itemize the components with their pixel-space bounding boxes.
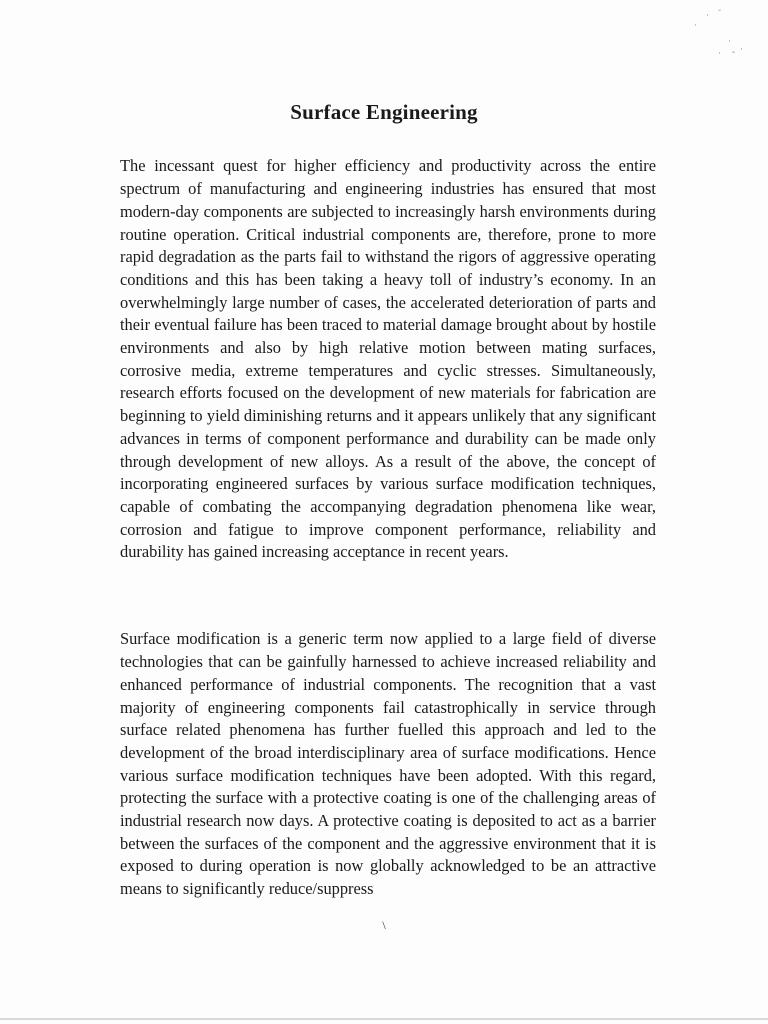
paragraph-2: Surface modification is a generic term now applied to a large field of diverse technologies that can be gainfully harnessed to achieve increased reliability and enhanced performance of industrial components. The recognition that a vast majority of engineering components fail catastrophically in service through surface related phenomena has further fuelled this approach and led to the development of the broad interdisciplinary area of surface modifications. Hence various surface modification techniques have been adopted. With this regard, protecting the surface with a protective coating is one of the challenging areas of industrial research now days. A protective coating is deposited to act as a barrier between the surfaces of the component and the aggressive environment that it is exposed to during operation is now globally acknowledged to be an attractive means to significantly reduce/suppress	[120, 629, 656, 899]
page-bottom-edge	[0, 1018, 768, 1020]
page-mark: \	[382, 918, 386, 932]
page-title: Surface Engineering	[290, 100, 478, 125]
paragraph-1: The incessant quest for higher efficiency and productivity across the entire spectrum of manufacturing and engineering industries has ensured that most modern-day components are subjected to increasingly harsh environments during routine operation. Critical industrial components are, therefore, prone to more rapid degradation as the parts fail to withstand the rigors of aggressive operating conditions and this has been taking a heavy toll of industry’s economy. In an overwhelmingly large number of cases, the accelerated deterioration of parts and their eventual failure has been traced to material damage brought about by hostile environments and also by high relative motion between mating surfaces, corrosive media, extreme temperatures and cyclic stresses. Simultaneously, research efforts focused on the development of new materials for fabrication are beginning to yield diminishing returns and it appears unlikely that any significant advances in terms of component performance and durability can be made only through development of new alloys. As a result of the above, the concept of incorporating engineered surfaces by various surface modification techniques, capable of combating the accompanying degradation phenomena like wear, corrosion and fatigue to improve component performance, reliability and durability has gained increasing acceptance in recent years.	[120, 156, 656, 562]
scan-speckles: · ˘ · · · ˆ ·	[694, 8, 743, 60]
